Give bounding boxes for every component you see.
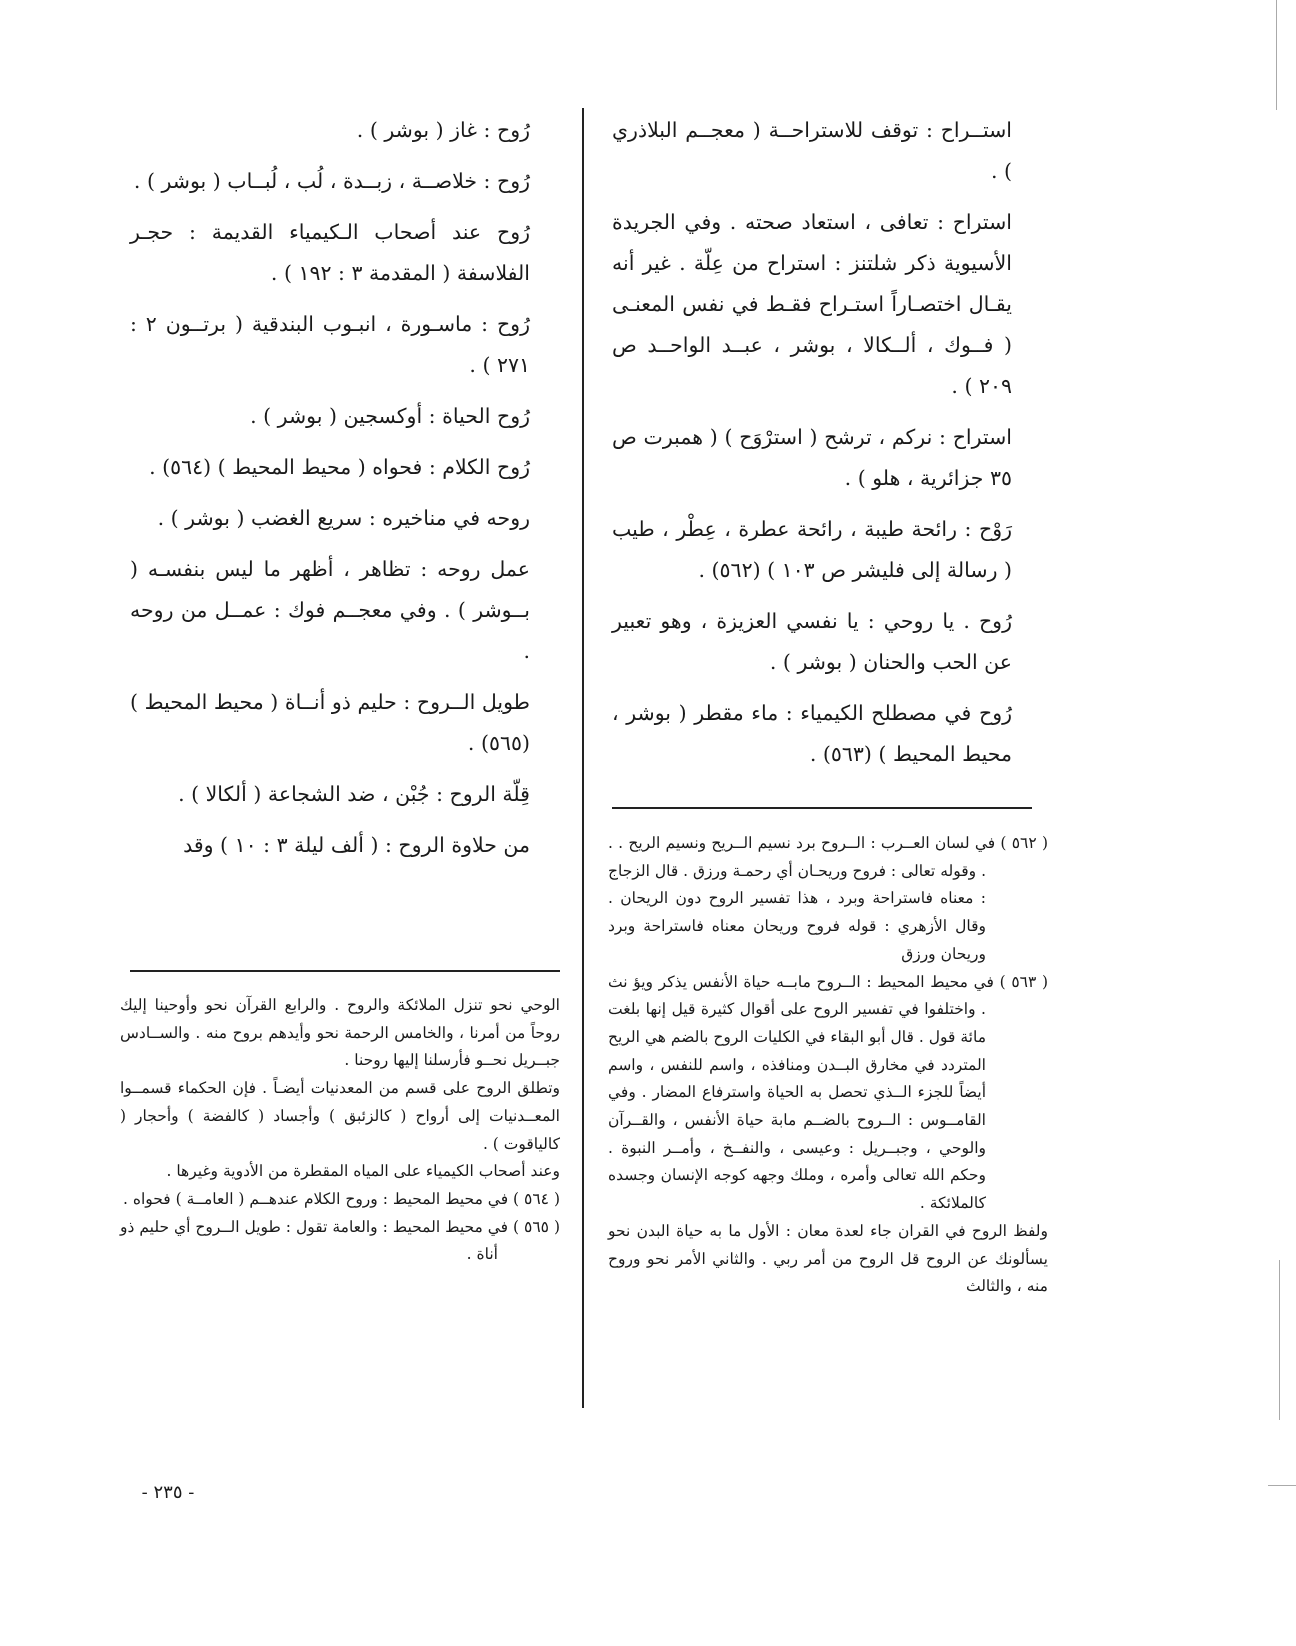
dictionary-entry: قِلّة الروح : جُبْن ، ضد الشجاعة ( ألكالا ) . [178,782,530,806]
dictionary-entry: رُوح : ماسـورة ، انبـوب البندقية ( برتــون ٢ : ٢٧١ ) . [130,312,530,377]
dictionary-entry: رُوح : غاز ( بوشر ) . [356,118,530,142]
dictionary-entry: من حلاوة الروح : ( ألف ليلة ٣ : ١٠ ) وقد [183,833,530,857]
footnotes-left [120,992,560,1269]
column-divider [582,108,584,1408]
dictionary-entry: رُوح عند أصحاب الـكيمياء القديمة : حجـر الفلاسفة ( المقدمة ٣ : ١٩٢ ) . [130,220,530,285]
footnotes-right [608,830,1048,1301]
scan-edge-mark [1276,0,1277,110]
dictionary-entry: رُوح : خلاصــة ، زبــدة ، لُب ، لُبــاب ( بوشر ) . [133,169,530,193]
scan-edge-mark [1268,1485,1296,1486]
dictionary-entry: استراح : تعافى ، استعاد صحته . وفي الجريدة الأسيوية ذكر شلتنز : استراح من عِلّة . غير أنه يقـال اختصـاراً استـراح فقـط في نفس المعنـى ( فــوك ، ألــكالا ، بوشر ، عبــد الواحــد ص ٢٠٩ ) . [612,210,1012,398]
right-column [612,110,1012,785]
footnote-separator [612,807,1032,809]
dictionary-entry: استــراح : توقف للاستراحــة ( معجــم البلاذري ) . [612,118,1012,183]
footnote: ( ٥٦٣ ) في محيط المحيط : الــروح مابــه حياة الأنفس يذكر ويؤ نث . واختلفوا في تفسير الروح على أقوال كثيرة قيل إنها بلغت مائة قول . قال أبو البقاء في الكليات الروح بالضم هي الريح المتردد في مخارق البــدن ومنافذه ، واسم للنفس ، واسم أيضاً للجزء الــذي تحصل به الحياة واسترفاع المضار . وفي القامــوس : الــروح بالضــم مابة حياة الأنفس ، والقــرآن والوحي ، وجبــريل : وعيسى ، والنفــخ ، وأمــر النبوة . وحكم الله تعالى وأمره ، وملك وجهه كوجه الإنسان وجسده كالملائكة . [608,972,1048,1213]
dictionary-entry: رُوح في مصطلح الكيمياء : ماء مقطر ( بوشر ، محيط المحيط ) (٥٦٣) . [612,701,1012,766]
scan-edge-mark [1279,1260,1280,1420]
page-number: - ٢٣٥ - [141,1482,195,1503]
dictionary-entry: رُوح . يا روحي : يا نفسي العزيزة ، وهو تعبير عن الحب والحنان ( بوشر ) . [612,609,1012,674]
footnote-continuation: وتطلق الروح على قسم من المعدنيات أيضـاً . فإن الحكماء قسمــوا المعــدنيات إلى أرواح ( كالزئبق ) وأجساد ( كالفضة ) وأحجار ( كالياقوت ) . [120,1079,560,1153]
dictionary-entry: روحه في مناخيره : سريع الغضب ( بوشر ) . [157,506,530,530]
dictionary-entry: طويل الــروح : حليم ذو أنــاة ( محيط المحيط ) (٥٦٥) . [130,690,530,755]
footnote-continuation: وعند أصحاب الكيمياء على المياه المقطرة من الأدوية وغيرها . [166,1162,560,1181]
dictionary-entry: عمل روحه : تظاهر ، أظهر ما ليس بنفسـه ( بــوشر ) . وفي معجــم فوك : عمــل من روحه . [130,557,530,663]
dictionary-entry: استراح : نركم ، ترشح ( استرْوَح ) ( همبرت ص ٣٥ جزائرية ، هلو ) . [612,425,1012,490]
footnote-separator [130,970,560,972]
footnote: ( ٥٦٥ ) في محيط المحيط : والعامة تقول : طويل الــروح أي حليم ذو أناة . [120,1217,560,1264]
dictionary-entry: رُوح الكلام : فحواه ( محيط المحيط ) (٥٦٤) . [149,455,530,479]
footnote: ( ٥٦٢ ) في لسان العــرب : الــروح برد نسيم الــريح ونسيم الريح . . . وقوله تعالى : فروح وريحـان أي رحمـة ورزق . قال الزجاج : معناه فاستراحة وبرد ، هذا تفسير الروح دون الريحان . وقال الأزهري : قوله فروح وريحان معناه فاستراحة وبرد وريحان ورزق [608,834,1048,963]
dictionary-entry: رَوْح : رائحة طيبة ، رائحة عطرة ، عِطْر ، طيب ( رسالة إلى فليشر ص ١٠٣ ) (٥٦٢) . [612,517,1012,582]
footnote: ( ٥٦٤ ) في محيط المحيط : وروح الكلام عندهــم ( العامــة ) فحواه . [122,1189,560,1208]
dictionary-entry: رُوح الحياة : أوكسجين ( بوشر ) . [250,404,530,428]
footnote-continuation: الوحي نحو تنزل الملائكة والروح . والرابع القرآن نحو وأوحينا إليك روحاً من أمرنا ، والخامس الرحمة نحو وأيدهم بروح منه . والســادس جبــريل نحــو فأرسلنا إليها روحنا . [120,996,560,1070]
left-column [130,110,530,876]
footnote-continuation: ولفظ الروح في القران جاء لعدة معان : الأول ما به حياة البدن نحو يسألونك عن الروح قل الروح من أمر ربي . والثاني الأمر نحو وروح منه ، والثالث [608,1221,1048,1296]
